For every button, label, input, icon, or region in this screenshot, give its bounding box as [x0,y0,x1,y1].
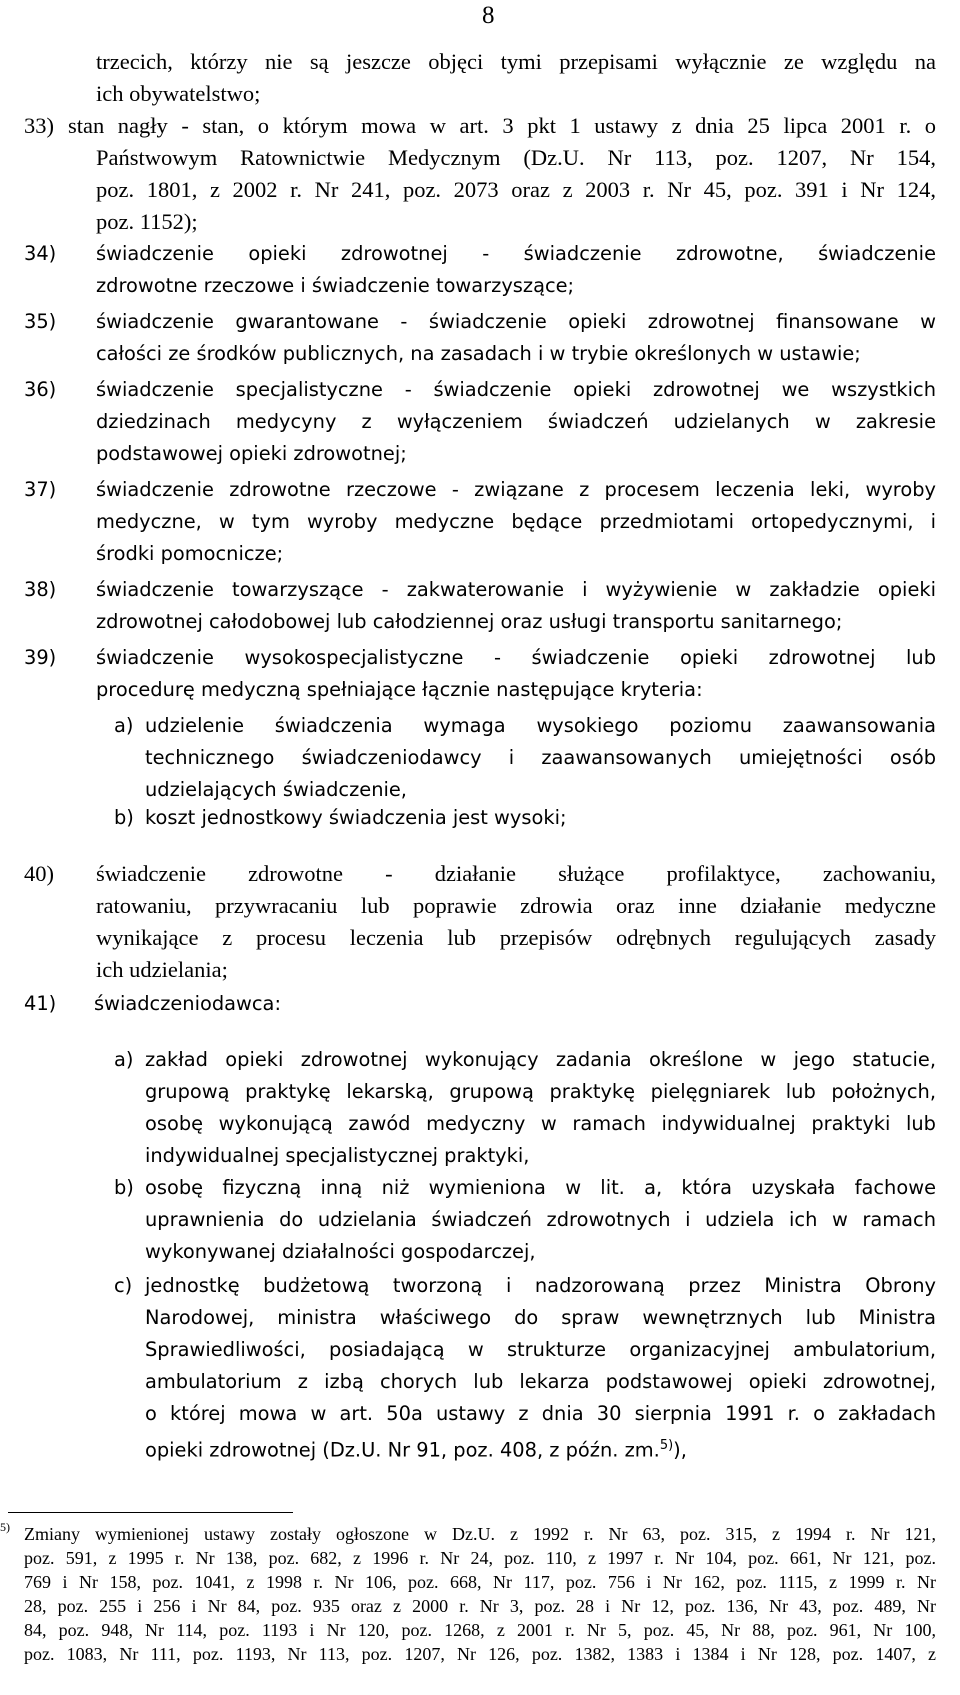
text-line: środki pomocnicze; [96,542,284,565]
subitem-letter-41a: a) [114,1048,134,1071]
footnote-number: 5) [0,1520,10,1534]
text-line: świadczenie wysokospecjalistyczne - świadczenie opieki zdrowotnej lub [96,646,936,669]
definition-item-39 [96,642,936,706]
footnote-line: poz. 591, z 1995 r. Nr 138, poz. 682, z 1996 r. Nr 24, poz. 110, z 1997 r. Nr 104, poz. 661, Nr 121, poz. [24,1548,936,1568]
text-line: zdrowotnej całodobowej lub całodziennej oraz usługi transportu sanitarnego; [96,610,843,633]
text-line: o której mowa w art. 50a ustawy z dnia 30 sierpnia 1991 r. o zakładach [145,1402,936,1425]
text-line: uprawnienia do udzielania świadczeń zdrowotnych i udziela ich w ramach [145,1208,936,1231]
footnote-line: Zmiany wymienionej ustawy zostały ogłoszone w Dz.U. z 1992 r. Nr 63, poz. 315, z 1994 r. Nr 121, [24,1524,936,1544]
footnote-separator [8,1512,293,1513]
definition-item-37 [96,474,936,570]
text-line: ich obywatelstwo; [96,81,261,106]
footnote-line: 84, poz. 948, Nr 114, poz. 1193 i Nr 120, poz. 1268, z 2001 r. Nr 5, poz. 45, Nr 88, poz. 961, Nr 100, [24,1620,936,1640]
subitem-letter-41b: b) [114,1176,134,1199]
definition-item-40 [96,858,936,986]
footnote-line: 28, poz. 255 i 256 i Nr 84, poz. 935 oraz z 2000 r. Nr 3, poz. 28 i Nr 12, poz. 136, Nr 43, poz. 489, Nr [24,1596,936,1616]
footnote-reference[interactable]: 5) [659,1438,674,1453]
item-number-35: 35) [24,310,57,333]
text-line: udzielenie świadczenia wymaga wysokiego poziomu zaawansowania [145,714,936,737]
subitem-letter-39a: a) [114,714,134,737]
text-line: wykonywanej działalności gospodarczej, [145,1240,536,1263]
text-line: Narodowej, ministra właściwego do spraw wewnętrznych lub Ministra [145,1306,936,1329]
item-number-39: 39) [24,646,57,669]
text-line: wynikające z procesu leczenia lub przepisów odrębnych regulujących zasady [96,925,936,950]
text-line: Sprawiedliwości, posiadającą w strukturze organizacyjnej ambulatorium, [145,1338,936,1361]
text-line: grupową praktykę lekarską, grupową praktykę pielęgniarek lub położnych, [145,1080,936,1103]
item-number-41: 41) [24,992,57,1015]
item-number-33: 33) [24,113,54,138]
item-number-34: 34) [24,242,57,265]
text-line: trzecich, którzy nie są jeszcze objęci tymi przepisami wyłącznie ze względu na [96,49,936,74]
text-fragment: ), [673,1438,687,1462]
item-number-36: 36) [24,378,57,401]
text-line: Państwowym Ratownictwie Medycznym (Dz.U. Nr 113, poz. 1207, Nr 154, [96,145,936,170]
text-line: udzielających świadczenie, [145,778,407,801]
definition-subitem-41c [145,1270,936,1466]
text-line: poz. 1152); [96,209,198,234]
text-line: koszt jednostkowy świadczenia jest wysoki; [145,806,567,829]
definition-item-38 [96,574,936,638]
definition-item-36 [96,374,936,470]
footnote-line: poz. 1083, Nr 111, poz. 1193, Nr 113, poz. 1207, Nr 126, poz. 1382, 1383 i 1384 i Nr 128, poz. 1407, z [24,1644,936,1664]
text-line: dziedzinach medycyny z wyłączeniem świadczeń udzielanych w zakresie [96,410,936,433]
footnote-text [24,1522,936,1666]
item-number-40: 40) [24,861,54,886]
text-line: świadczenie zdrowotne - działanie służące profilaktyce, zachowaniu, [96,861,936,886]
text-line: świadczenie opieki zdrowotnej - świadczenie zdrowotne, świadczenie [96,242,936,265]
text-line: technicznego świadczeniodawcy i zaawansowanych umiejętności osób [145,746,936,769]
continuation-paragraph [96,46,936,110]
text-line: podstawowej opieki zdrowotnej; [96,442,407,465]
definition-subitem-41a [145,1044,936,1172]
item-number-37: 37) [24,478,57,501]
text-line: świadczenie zdrowotne rzeczowe - związane z procesem leczenia leki, wyroby [96,478,936,501]
text-line: ambulatorium z izbą chorych lub lekarza podstawowej opieki zdrowotnej, [145,1370,936,1393]
text-line: medyczne, w tym wyroby medyczne będące przedmiotami ortopedycznymi, i [96,510,936,533]
text-line: zdrowotne rzeczowe i świadczenie towarzyszące; [96,274,575,297]
definition-item-33 [68,110,936,238]
text-line: osobę fizyczną inną niż wymieniona w lit. a, która uzyskała fachowe [145,1176,936,1199]
text-line: ratowaniu, przywracaniu lub poprawie zdrowia oraz inne działanie medyczne [96,893,936,918]
definition-subitem-39b [145,802,936,834]
text-fragment: opieki zdrowotnej (Dz.U. Nr 91, poz. 408, z późn. zm. [145,1438,660,1462]
item-number-38: 38) [24,578,57,601]
text-line: procedurę medyczną spełniające łącznie następujące kryteria: [96,678,703,701]
text-line: jednostkę budżetową tworzoną i nadzorowaną przez Ministra Obrony [145,1274,936,1297]
text-line: całości ze środków publicznych, na zasadach i w trybie określonych w ustawie; [96,342,861,365]
text-line: zakład opieki zdrowotnej wykonujący zadania określone w jego statucie, [145,1048,936,1071]
text-line: poz. 1801, z 2002 r. Nr 241, poz. 2073 oraz z 2003 r. Nr 45, poz. 391 i Nr 124, [96,177,936,202]
text-line: stan nagły - stan, o którym mowa w art. 3 pkt 1 ustawy z dnia 25 lipca 2001 r. o [68,113,936,138]
text-line: ich udzielania; [96,957,228,982]
page-number: 8 [482,2,495,29]
text-line: świadczenie gwarantowane - świadczenie opieki zdrowotnej finansowane w [96,310,936,333]
text-line: świadczeniodawca: [94,992,281,1015]
text-line: świadczenie specjalistyczne - świadczenie opieki zdrowotnej we wszystkich [96,378,936,401]
text-line: świadczenie towarzyszące - zakwaterowanie i wyżywienie w zakładzie opieki [96,578,936,601]
text-line: osobę wykonującą zawód medyczny w ramach indywidualnej praktyki lub [145,1112,936,1135]
definition-item-35 [96,306,936,370]
definition-item-34 [96,238,936,302]
footnote-line: 769 i Nr 158, poz. 1041, z 1998 r. Nr 106, poz. 668, Nr 117, poz. 756 i Nr 162, poz. 1115, z 1999 r. Nr [24,1572,936,1592]
text-line-last [145,1430,936,1466]
text-line: indywidualnej specjalistycznej praktyki, [145,1144,530,1167]
subitem-letter-39b: b) [114,806,134,829]
definition-subitem-39a [145,710,936,806]
definition-subitem-41b [145,1172,936,1268]
subitem-letter-41c: c) [114,1274,133,1297]
definition-item-41 [94,988,934,1020]
